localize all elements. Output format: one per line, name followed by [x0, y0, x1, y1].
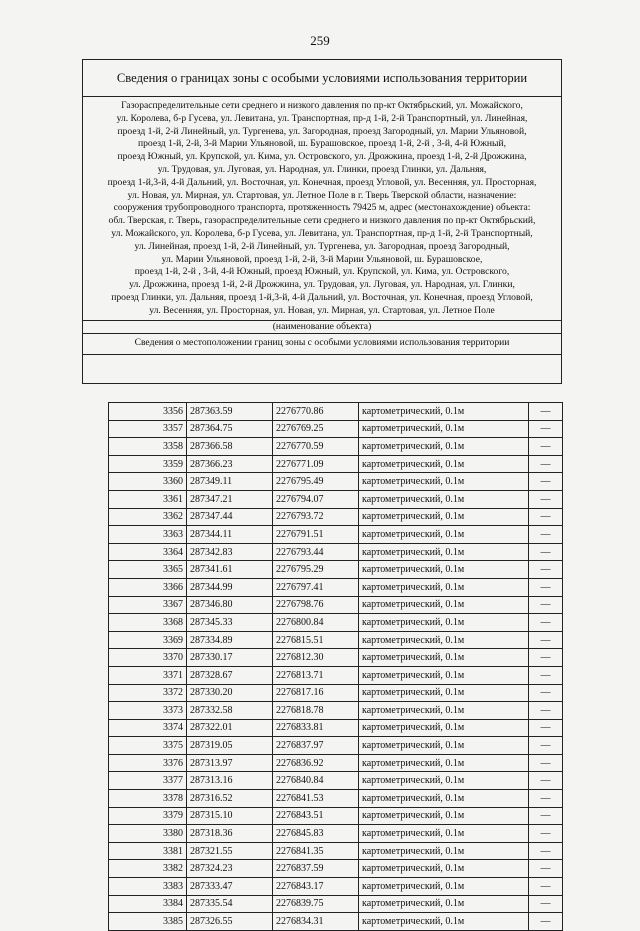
- note-cell: —: [529, 578, 563, 596]
- x-coordinate-cell: 287328.67: [187, 666, 273, 684]
- method-cell: картометрический, 0.1м: [359, 754, 529, 772]
- note-cell: —: [529, 913, 563, 931]
- y-coordinate-cell: 2276840.84: [273, 772, 359, 790]
- point-number-cell: 3375: [109, 737, 187, 755]
- method-cell: картометрический, 0.1м: [359, 508, 529, 526]
- method-cell: картометрический, 0.1м: [359, 895, 529, 913]
- point-number-cell: 3357: [109, 420, 187, 438]
- description-line: ул. Марии Ульяновой, проезд 1-й, 2-й, 3-й Марии Ульяновой, ш. Бурашовское,: [161, 253, 483, 265]
- point-number-cell: 3369: [109, 631, 187, 649]
- y-coordinate-cell: 2276795.49: [273, 473, 359, 491]
- note-cell: —: [529, 526, 563, 544]
- note-cell: —: [529, 508, 563, 526]
- point-number-cell: 3377: [109, 772, 187, 790]
- point-number-cell: 3374: [109, 719, 187, 737]
- table-row: [109, 684, 563, 702]
- y-coordinate-cell: 2276833.81: [273, 719, 359, 737]
- table-row: [109, 526, 563, 544]
- method-cell: картометрический, 0.1м: [359, 596, 529, 614]
- method-cell: картометрический, 0.1м: [359, 702, 529, 720]
- table-row: [109, 825, 563, 843]
- note-cell: —: [529, 737, 563, 755]
- note-cell: —: [529, 842, 563, 860]
- table-row: [109, 754, 563, 772]
- y-coordinate-cell: 2276771.09: [273, 455, 359, 473]
- method-cell: картометрический, 0.1м: [359, 825, 529, 843]
- point-number-cell: 3382: [109, 860, 187, 878]
- x-coordinate-cell: 287326.55: [187, 913, 273, 931]
- description-line: проезд 1-й, 2-й, 3-й Марии Ульяновой, ш. Бурашовское, проезд 1-й, 2-й , 3-й, 4-й Южный,: [137, 138, 507, 150]
- y-coordinate-cell: 2276798.76: [273, 596, 359, 614]
- note-cell: —: [529, 702, 563, 720]
- table-row: [109, 578, 563, 596]
- description-line: ул. Королева, б-р Гусева, ул. Левитана, ул. Транспортная, пр-д 1-й, 2-й Транспортный, ул. Линейная,: [116, 112, 528, 124]
- y-coordinate-cell: 2276797.41: [273, 578, 359, 596]
- method-cell: картометрический, 0.1м: [359, 403, 529, 421]
- note-cell: —: [529, 807, 563, 825]
- point-number-cell: 3385: [109, 913, 187, 931]
- table-row: [109, 842, 563, 860]
- y-coordinate-cell: 2276843.51: [273, 807, 359, 825]
- table-header-spacer: [83, 355, 561, 383]
- y-coordinate-cell: 2276841.35: [273, 842, 359, 860]
- y-coordinate-cell: 2276793.44: [273, 543, 359, 561]
- y-coordinate-cell: 2276843.17: [273, 878, 359, 896]
- point-number-cell: 3383: [109, 878, 187, 896]
- object-description: [83, 97, 561, 320]
- table-row: [109, 860, 563, 878]
- note-cell: —: [529, 438, 563, 456]
- table-row: [109, 596, 563, 614]
- x-coordinate-cell: 287363.59: [187, 403, 273, 421]
- x-coordinate-cell: 287347.44: [187, 508, 273, 526]
- point-number-cell: 3372: [109, 684, 187, 702]
- point-number-cell: 3373: [109, 702, 187, 720]
- y-coordinate-cell: 2276836.92: [273, 754, 359, 772]
- y-coordinate-cell: 2276837.59: [273, 860, 359, 878]
- x-coordinate-cell: 287313.16: [187, 772, 273, 790]
- x-coordinate-cell: 287330.20: [187, 684, 273, 702]
- point-number-cell: 3379: [109, 807, 187, 825]
- table-row: [109, 719, 563, 737]
- location-header: Сведения о местоположении границ зоны с особыми условиями использования территории: [83, 334, 561, 355]
- method-cell: картометрический, 0.1м: [359, 578, 529, 596]
- description-line: ул. Новая, ул. Мирная, ул. Стартовая, ул. Летное Поле в г. Тверь Тверской области, назначение:: [127, 189, 517, 201]
- x-coordinate-cell: 287334.89: [187, 631, 273, 649]
- y-coordinate-cell: 2276817.16: [273, 684, 359, 702]
- point-number-cell: 3364: [109, 543, 187, 561]
- note-cell: —: [529, 825, 563, 843]
- table-row: [109, 666, 563, 684]
- method-cell: картометрический, 0.1м: [359, 455, 529, 473]
- description-line: сооружения трубопроводного транспорта, протяженность 79425 м, адрес (местонахождение) объекта:: [113, 202, 531, 214]
- x-coordinate-cell: 287345.33: [187, 614, 273, 632]
- method-cell: картометрический, 0.1м: [359, 719, 529, 737]
- x-coordinate-cell: 287319.05: [187, 737, 273, 755]
- x-coordinate-cell: 287318.36: [187, 825, 273, 843]
- description-line: ул. Трудовая, ул. Луговая, ул. Народная, ул. Глинки, проезд Глинки, ул. Дальняя,: [157, 163, 487, 175]
- note-cell: —: [529, 543, 563, 561]
- page-number: 259: [310, 33, 330, 48]
- description-line: проезд Глинки, ул. Дальняя, проезд 1-й,3-й, 4-й Дальний, ул. Восточная, ул. Конечная, проезд Угловой,: [111, 291, 533, 303]
- x-coordinate-cell: 287341.61: [187, 561, 273, 579]
- method-cell: картометрический, 0.1м: [359, 473, 529, 491]
- description-line: проезд 1-й, 2-й Линейный, ул. Тургенева, ул. Загородная, проезд Загородный, ул. Марии Ульяновой,: [117, 125, 527, 137]
- x-coordinate-cell: 287332.58: [187, 702, 273, 720]
- y-coordinate-cell: 2276800.84: [273, 614, 359, 632]
- x-coordinate-cell: 287366.58: [187, 438, 273, 456]
- x-coordinate-cell: 287346.80: [187, 596, 273, 614]
- note-cell: —: [529, 596, 563, 614]
- point-number-cell: 3384: [109, 895, 187, 913]
- description-line: ул. Весенняя, ул. Просторная, ул. Новая, ул. Мирная, ул. Стартовая, ул. Летное Поле: [149, 304, 495, 316]
- note-cell: —: [529, 772, 563, 790]
- y-coordinate-cell: 2276793.72: [273, 508, 359, 526]
- table-row: [109, 490, 563, 508]
- method-cell: картометрический, 0.1м: [359, 807, 529, 825]
- document-frame: [82, 59, 562, 384]
- table-row: [109, 438, 563, 456]
- method-cell: картометрический, 0.1м: [359, 649, 529, 667]
- table-row: [109, 631, 563, 649]
- point-number-cell: 3370: [109, 649, 187, 667]
- point-number-cell: 3359: [109, 455, 187, 473]
- object-name-label: (наименование объекта): [83, 320, 561, 334]
- y-coordinate-cell: 2276818.78: [273, 702, 359, 720]
- point-number-cell: 3371: [109, 666, 187, 684]
- y-coordinate-cell: 2276791.51: [273, 526, 359, 544]
- table-row: [109, 807, 563, 825]
- note-cell: —: [529, 666, 563, 684]
- method-cell: картометрический, 0.1м: [359, 420, 529, 438]
- description-line: обл. Тверская, г. Тверь, газораспределительные сети среднего и низкого давления по пр-кт Октябрьский,: [108, 215, 536, 227]
- note-cell: —: [529, 878, 563, 896]
- y-coordinate-cell: 2276815.51: [273, 631, 359, 649]
- table-row: [109, 561, 563, 579]
- note-cell: —: [529, 631, 563, 649]
- point-number-cell: 3367: [109, 596, 187, 614]
- y-coordinate-cell: 2276834.31: [273, 913, 359, 931]
- note-cell: —: [529, 719, 563, 737]
- description-line: ул. Можайского, ул. Королева, б-р Гусева, ул. Левитана, ул. Транспортная, пр-д 1-й, 2-й Транспортный,: [111, 227, 533, 239]
- description-line: проезд 1-й, 2-й , 3-й, 4-й Южный, проезд Южный, ул. Крупской, ул. Кима, ул. Островского,: [134, 266, 510, 278]
- description-line: Газораспределительные сети среднего и низкого давления по пр-кт Октябрьский, ул. Можайского,: [121, 100, 523, 111]
- note-cell: —: [529, 895, 563, 913]
- note-cell: —: [529, 561, 563, 579]
- x-coordinate-cell: 287316.52: [187, 790, 273, 808]
- table-row: [109, 403, 563, 421]
- note-cell: —: [529, 420, 563, 438]
- table-row: [109, 649, 563, 667]
- y-coordinate-cell: 2276770.59: [273, 438, 359, 456]
- y-coordinate-cell: 2276837.97: [273, 737, 359, 755]
- table-row: [109, 895, 563, 913]
- point-number-cell: 3362: [109, 508, 187, 526]
- y-coordinate-cell: 2276845.83: [273, 825, 359, 843]
- method-cell: картометрический, 0.1м: [359, 614, 529, 632]
- table-row: [109, 614, 563, 632]
- coordinates-table: [108, 402, 563, 931]
- table-row: [109, 913, 563, 931]
- table-row: [109, 790, 563, 808]
- point-number-cell: 3361: [109, 490, 187, 508]
- x-coordinate-cell: 287321.55: [187, 842, 273, 860]
- point-number-cell: 3360: [109, 473, 187, 491]
- note-cell: —: [529, 649, 563, 667]
- y-coordinate-cell: 2276794.07: [273, 490, 359, 508]
- y-coordinate-cell: 2276770.86: [273, 403, 359, 421]
- description-line: проезд Южный, ул. Крупской, ул. Кима, ул. Островского, ул. Дрожжина, проезд 1-й, 2-й Дрожжина,: [117, 151, 527, 163]
- x-coordinate-cell: 287313.97: [187, 754, 273, 772]
- note-cell: —: [529, 473, 563, 491]
- y-coordinate-cell: 2276812.30: [273, 649, 359, 667]
- x-coordinate-cell: 287335.54: [187, 895, 273, 913]
- x-coordinate-cell: 287324.23: [187, 860, 273, 878]
- y-coordinate-cell: 2276769.25: [273, 420, 359, 438]
- method-cell: картометрический, 0.1м: [359, 878, 529, 896]
- method-cell: картометрический, 0.1м: [359, 561, 529, 579]
- x-coordinate-cell: 287330.17: [187, 649, 273, 667]
- method-cell: картометрический, 0.1м: [359, 438, 529, 456]
- note-cell: —: [529, 860, 563, 878]
- point-number-cell: 3368: [109, 614, 187, 632]
- note-cell: —: [529, 614, 563, 632]
- x-coordinate-cell: 287344.99: [187, 578, 273, 596]
- point-number-cell: 3366: [109, 578, 187, 596]
- point-number-cell: 3363: [109, 526, 187, 544]
- description-line: ул. Линейная, проезд 1-й, 2-й Линейный, ул. Тургенева, ул. Загородная, проезд Загородный,: [134, 240, 510, 252]
- point-number-cell: 3376: [109, 754, 187, 772]
- description-line: проезд 1-й,3-й, 4-й Дальний, ул. Восточная, ул. Конечная, проезд Угловой, ул. Весенняя, ул. Просторная,: [107, 176, 537, 188]
- y-coordinate-cell: 2276839.75: [273, 895, 359, 913]
- method-cell: картометрический, 0.1м: [359, 737, 529, 755]
- x-coordinate-cell: 287349.11: [187, 473, 273, 491]
- point-number-cell: 3356: [109, 403, 187, 421]
- y-coordinate-cell: 2276795.29: [273, 561, 359, 579]
- point-number-cell: 3380: [109, 825, 187, 843]
- note-cell: —: [529, 403, 563, 421]
- document-title: Сведения о границах зоны с особыми условиями использования территории: [83, 60, 561, 97]
- x-coordinate-cell: 287315.10: [187, 807, 273, 825]
- note-cell: —: [529, 490, 563, 508]
- x-coordinate-cell: 287366.23: [187, 455, 273, 473]
- method-cell: картометрический, 0.1м: [359, 860, 529, 878]
- x-coordinate-cell: 287342.83: [187, 543, 273, 561]
- table-row: [109, 543, 563, 561]
- x-coordinate-cell: 287364.75: [187, 420, 273, 438]
- table-row: [109, 473, 563, 491]
- point-number-cell: 3358: [109, 438, 187, 456]
- point-number-cell: 3381: [109, 842, 187, 860]
- method-cell: картометрический, 0.1м: [359, 790, 529, 808]
- note-cell: —: [529, 754, 563, 772]
- method-cell: картометрический, 0.1м: [359, 913, 529, 931]
- method-cell: картометрический, 0.1м: [359, 543, 529, 561]
- table-row: [109, 420, 563, 438]
- description-line: ул. Дрожжина, проезд 1-й, 2-й Дрожжина, ул. Трудовая, ул. Луговая, ул. Народная, ул. Глинки,: [129, 279, 515, 291]
- method-cell: картометрический, 0.1м: [359, 772, 529, 790]
- table-row: [109, 772, 563, 790]
- x-coordinate-cell: 287333.47: [187, 878, 273, 896]
- method-cell: картометрический, 0.1м: [359, 490, 529, 508]
- method-cell: картометрический, 0.1м: [359, 526, 529, 544]
- method-cell: картометрический, 0.1м: [359, 666, 529, 684]
- table-row: [109, 702, 563, 720]
- table-row: [109, 737, 563, 755]
- table-row: [109, 878, 563, 896]
- y-coordinate-cell: 2276841.53: [273, 790, 359, 808]
- point-number-cell: 3378: [109, 790, 187, 808]
- table-row: [109, 508, 563, 526]
- method-cell: картометрический, 0.1м: [359, 631, 529, 649]
- note-cell: —: [529, 684, 563, 702]
- y-coordinate-cell: 2276813.71: [273, 666, 359, 684]
- x-coordinate-cell: 287347.21: [187, 490, 273, 508]
- method-cell: картометрический, 0.1м: [359, 842, 529, 860]
- note-cell: —: [529, 455, 563, 473]
- method-cell: картометрический, 0.1м: [359, 684, 529, 702]
- note-cell: —: [529, 790, 563, 808]
- table-row: [109, 455, 563, 473]
- point-number-cell: 3365: [109, 561, 187, 579]
- x-coordinate-cell: 287344.11: [187, 526, 273, 544]
- x-coordinate-cell: 287322.01: [187, 719, 273, 737]
